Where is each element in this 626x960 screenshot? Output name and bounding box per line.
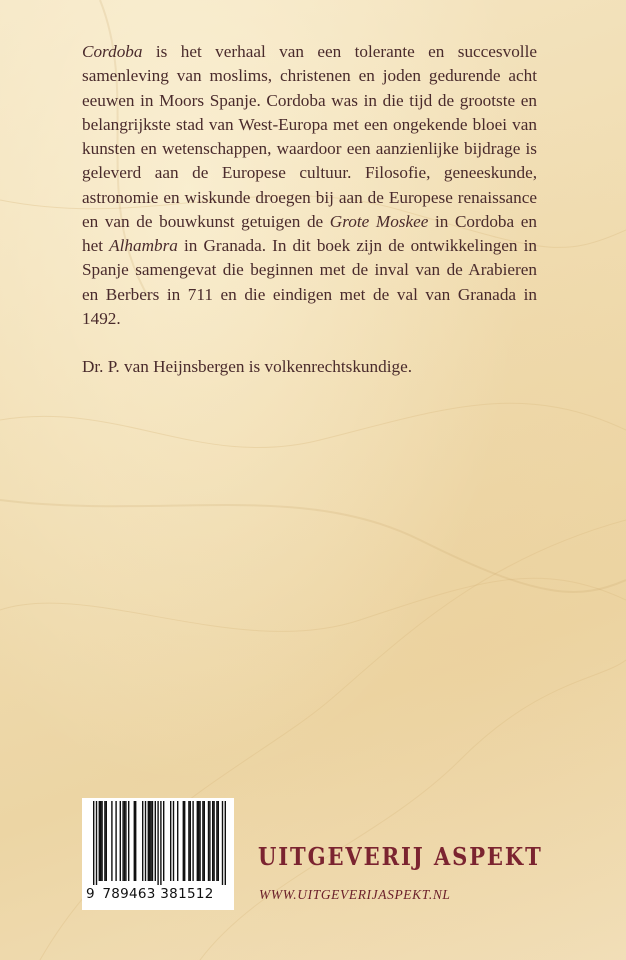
italic-alhambra: Alhambra xyxy=(109,236,178,255)
barcode-bar xyxy=(142,801,143,881)
barcode-bar xyxy=(150,801,151,881)
barcode-bar xyxy=(93,801,94,885)
barcode-bar xyxy=(135,801,136,881)
summary-paragraph xyxy=(82,40,537,331)
barcode-bar xyxy=(101,801,102,881)
barcode-digits: 789463 381512 xyxy=(102,886,214,902)
barcode-bar xyxy=(99,801,100,881)
publisher-name: UITGEVERIJ ASPEKT xyxy=(258,842,543,871)
barcode-bar xyxy=(208,801,209,881)
barcode-bar xyxy=(204,801,205,881)
barcode-bar xyxy=(184,801,185,881)
barcode-lead-digit: 9 xyxy=(86,886,95,902)
back-cover-blurb xyxy=(82,40,537,379)
barcode-bar xyxy=(115,801,116,881)
barcode-bar xyxy=(96,801,97,885)
barcode-bar xyxy=(157,801,158,885)
barcode-bar xyxy=(155,801,156,881)
summary-text: is het verhaal van een tolerante en succesvolle samenleving van moslims, christenen en joden gedurende acht eeuwen in Moors Spanje. Cordoba was in die tijd de grootste en belangrijkste stad van West-Europa met een ongekende bloei van kunsten en wetenschappen, waardoor een aanzienlijke bijdrage is geleverd aan de Europese cultuur. Filosofie, geneeskunde, astronomie en wiskunde droegen bij aan de Europese renaissance en van de bouwkunst getuigen de xyxy=(82,42,537,231)
barcode-bar xyxy=(197,801,198,881)
barcode-bar xyxy=(188,801,189,881)
publisher-website: WWW.UITGEVERIJASPEKT.NL xyxy=(259,887,451,902)
barcode-bar xyxy=(128,801,129,881)
barcode-bar xyxy=(104,801,105,881)
summary-text: in Granada. In dit boek zijn de ontwikkelingen in Spanje samengevat die beginnen met de inval van de Arabieren en Berbers in 711 en die eindigen met de val van Granada in 1492. xyxy=(82,236,537,328)
barcode-bar xyxy=(192,801,193,881)
summary-text: in Cordoba en het xyxy=(82,211,537,255)
italic-title: Cordoba xyxy=(82,42,143,61)
barcode-bar xyxy=(212,801,213,881)
barcode-bar xyxy=(111,801,112,881)
barcode-bars xyxy=(85,801,231,885)
barcode-bar xyxy=(202,801,203,881)
barcode-bar xyxy=(122,801,123,881)
author-note: Dr. P. van Heijnsbergen is volkenrechtskundige. xyxy=(82,357,413,376)
isbn-barcode xyxy=(82,798,234,910)
barcode-bar xyxy=(216,801,217,881)
barcode-bar xyxy=(125,801,126,881)
barcode-bar xyxy=(183,801,184,881)
barcode-bar xyxy=(199,801,200,881)
barcode-bar xyxy=(198,801,199,881)
barcode-bar xyxy=(152,801,153,881)
barcode-bar xyxy=(106,801,107,881)
barcode-bar xyxy=(149,801,150,881)
barcode-bar xyxy=(190,801,191,881)
barcode-bar xyxy=(124,801,125,881)
barcode-bar xyxy=(148,801,149,881)
barcode-bar xyxy=(177,801,178,881)
barcode-bar xyxy=(163,801,164,881)
barcode-bar xyxy=(218,801,219,881)
barcode-bar xyxy=(170,801,171,881)
barcode-bar xyxy=(222,801,223,885)
barcode-bar xyxy=(225,801,226,885)
barcode-bar xyxy=(209,801,210,881)
barcode-bar xyxy=(213,801,214,881)
barcode-bar xyxy=(120,801,121,881)
barcode-bar xyxy=(100,801,101,881)
barcode-bar xyxy=(134,801,135,881)
barcode-bar xyxy=(145,801,146,881)
barcode-bar xyxy=(173,801,174,881)
barcode-bar xyxy=(160,801,161,885)
italic-grote-moskee: Grote Moskee xyxy=(329,211,429,231)
